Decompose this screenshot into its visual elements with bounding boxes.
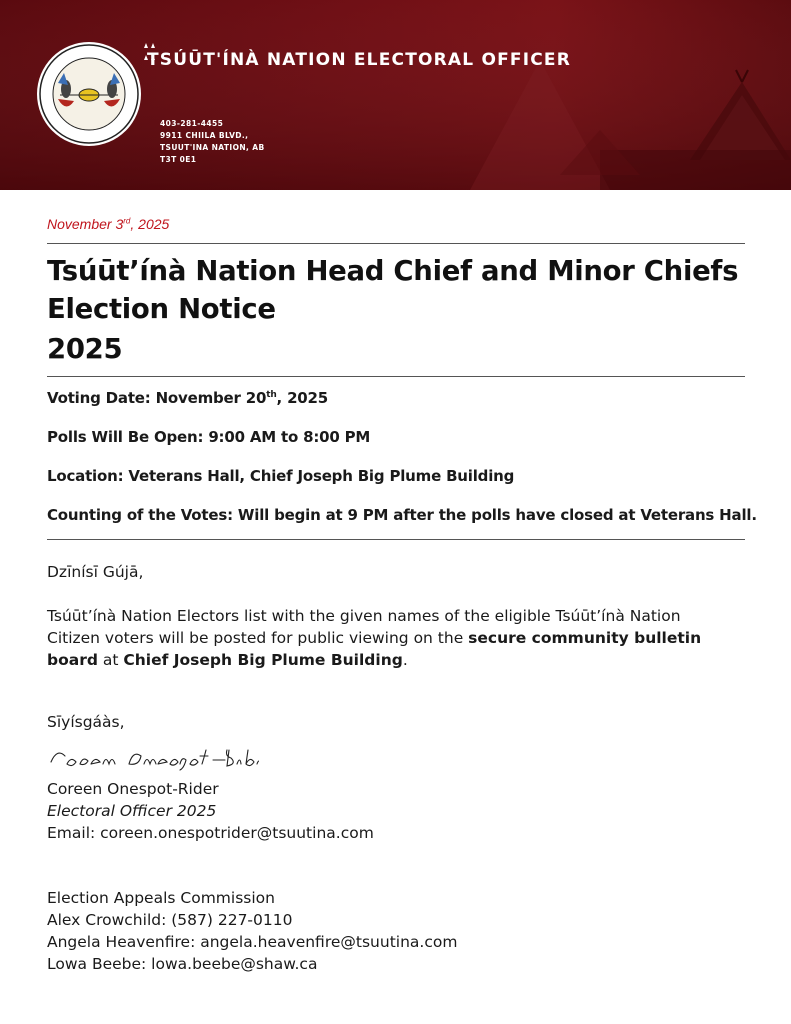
polls-hours: Polls Will Be Open: 9:00 AM to 8:00 PM: [47, 428, 371, 446]
greeting: Dzīnísī Gújā,: [47, 563, 144, 581]
location: Location: Veterans Hall, Chief Joseph Big Plume Building: [47, 467, 515, 485]
para-period: .: [402, 651, 408, 669]
org-title: TSÚŪT'ÍNÀ NATION ELECTORAL OFFICER: [147, 50, 572, 70]
date-year: , 2025: [130, 216, 170, 232]
voting-date-ordinal: th: [266, 390, 277, 400]
appeals-commission-block: [47, 887, 457, 975]
date-ordinal: rd: [123, 216, 131, 226]
title-line-2: Election Notice: [47, 293, 276, 325]
para-line-3-text: at: [97, 651, 124, 669]
signer-email: Email: coreen.onespotrider@tsuutina.com: [47, 824, 374, 842]
title-line-1: Tsúūt’ínà Nation Head Chief and Minor Chiefs: [47, 255, 739, 287]
voting-date-text: Voting Date: November 20: [47, 389, 267, 407]
header-banner: [0, 0, 791, 190]
address-block: [160, 118, 265, 166]
appeals-contact-1: Alex Crowchild: (587) 227-0110: [47, 911, 293, 929]
page-title: [47, 252, 757, 368]
notice-date: [47, 216, 169, 232]
divider-top: [47, 243, 745, 244]
board-emphasis: board: [47, 651, 98, 669]
counting-info: Counting of the Votes: Will begin at 9 PM after the polls have closed at Veterans Hall.: [47, 506, 757, 524]
address-street: 9911 CHIILA BLVD.,: [160, 131, 249, 140]
signer-name: Coreen Onespot-Rider: [47, 780, 219, 798]
title-line-3: 2025: [47, 333, 123, 365]
signer-role: Electoral Officer 2025: [47, 802, 217, 820]
appeals-contact-2: Angela Heavenfire: angela.heavenfire@tsuutina.com: [47, 933, 458, 951]
signer-block: [47, 778, 374, 844]
para-line-2: [47, 627, 747, 649]
voting-date: [47, 389, 328, 407]
appeals-heading: Election Appeals Commission: [47, 889, 275, 907]
para-line-1: Tsúūt’ínà Nation Electors list with the given names of the eligible Tsúūt’ínà Nation: [47, 607, 681, 625]
nation-seal-logo: [36, 41, 142, 147]
voting-date-year: , 2025: [276, 389, 329, 407]
address-postal: T3T 0E1: [160, 155, 197, 164]
address-city: TSUUT'INA NATION, AB: [160, 143, 265, 152]
para-line-3: [47, 649, 747, 671]
handwritten-signature: [47, 744, 259, 774]
bulletin-board-emphasis: secure community bulletin: [468, 629, 702, 647]
divider-details: [47, 539, 745, 540]
date-text: November 3: [47, 216, 124, 232]
closing: Sīyísgáàs,: [47, 713, 125, 731]
para-line-2-text: Citizen voters will be posted for public viewing on the: [47, 629, 469, 647]
appeals-contact-3: Lowa Beebe: lowa.beebe@shaw.ca: [47, 955, 318, 973]
address-phone: 403-281-4455: [160, 119, 224, 128]
building-emphasis: Chief Joseph Big Plume Building: [123, 651, 403, 669]
divider-title: [47, 376, 745, 377]
electors-paragraph: [47, 605, 747, 671]
